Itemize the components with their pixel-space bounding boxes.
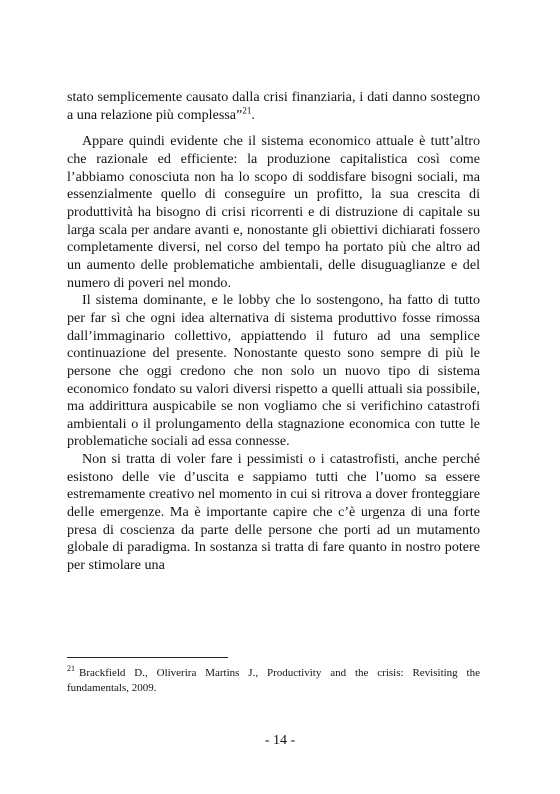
footnote-number: 21 xyxy=(67,664,75,674)
footnote-divider xyxy=(67,657,228,658)
body-text xyxy=(67,89,480,575)
paragraph-tail: . xyxy=(251,106,255,123)
footnote-text: Brackfield D., Oliverira Martins J., Productivity and the crisis: Revisiting the fundamentals, 2009. xyxy=(67,667,480,694)
footnote-reference: 21 xyxy=(242,104,252,115)
paragraph: Non si tratta di voler fare i pessimisti o i catastrofisti, anche perché esistono delle vie d’uscita e sappiamo tutti che l’uomo sa essere estremamente creativo nel momento in cui si ritrova a dover fronteggiare delle emergenze. Ma è importante capire che c’è urgenza di una forte presa di coscienza da parte delle persone che porti ad un mutamento globale di paradigma. In sostanza si tratta di fare quanto in nostro potere per stimolare una xyxy=(67,451,480,574)
paragraph-continuation xyxy=(67,89,480,124)
page-number: - 14 - xyxy=(264,733,296,748)
paragraph-text: stato semplicemente causato dalla crisi finanziaria, i dati danno sostegno a una relazione più complessa” xyxy=(67,89,480,123)
paragraph: Appare quindi evidente che il sistema economico attuale è tutt’altro che razionale ed efficiente: la produzione capitalistica così come l’abbiamo conosciuta non ha lo scopo di soddisfare bisogni sociali, ma essenzialmente quello di conseguire un profitto, la sua crescita di produttività ha bisogno di crisi ricorrenti e di distruzione di capitale su larga scala per andare avanti e, nonostante gli obiettivi dichiarati fossero completamente diversi, nel corso del tempo ha portato più che altro ad un aumento delle problematiche ambientali, delle disuguaglianze e del numero di poveri nel mondo. xyxy=(67,133,480,291)
footnote xyxy=(67,666,480,695)
paragraph: Il sistema dominante, e le lobby che lo sostengono, ha fatto di tutto per far sì che ogni idea alternativa di sistema produttivo fosse rimossa dall’immaginario collettivo, appiattendo il futuro ad una semplice continuazione del presente. Nonostante questo sono sempre di più le persone che oggi credono che non solo un nuovo tipo di sistema economico fondato su valori diversi rispetto a quelli attuali sia possibile, ma addirittura auspicabile se non vogliamo che si verifichino catastrofi ambientali o il prolungamento della stagnazione economica con tutte le problematiche sociali ad essa connesse. xyxy=(67,292,480,450)
